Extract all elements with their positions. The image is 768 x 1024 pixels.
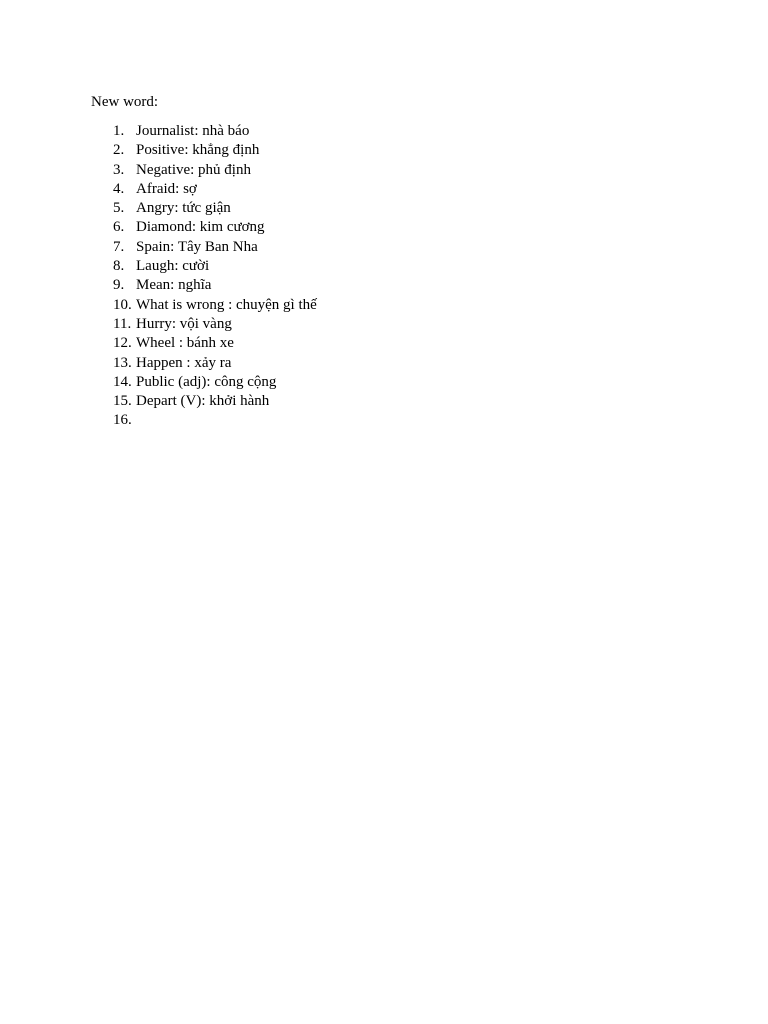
list-item-text: Hurry: vội vàng	[136, 315, 232, 332]
list-item-number: 8.	[113, 258, 125, 275]
list-item-number: 9.	[113, 277, 125, 294]
list-item-text: Afraid: sợ	[136, 180, 197, 197]
document-heading: New word:	[91, 94, 159, 110]
list-item-text: Positive: khẳng định	[136, 142, 260, 159]
list-item-text: Happen : xảy ra	[136, 354, 232, 371]
list-item-text: Depart (V): khởi hành	[136, 393, 270, 410]
list-item-number: 1.	[113, 123, 125, 139]
list-item-text: Laugh: cười	[136, 258, 210, 275]
list-item-text: Public (adj): công cộng	[136, 373, 277, 390]
list-item-number: 7.	[113, 238, 125, 255]
list-item-text: Spain: Tây Ban Nha	[136, 238, 258, 255]
list-item-number: 2.	[113, 142, 125, 159]
list-item-text: Diamond: kim cương	[136, 219, 265, 236]
list-item-number: 3.	[113, 161, 125, 178]
list-item-number: 5.	[113, 200, 125, 217]
list-item-text: Negative: phủ định	[136, 161, 251, 178]
list-item-number: 10.	[113, 296, 132, 313]
list-item-number: 4.	[113, 180, 125, 197]
list-item-text: What is wrong : chuyện gì thế	[136, 296, 317, 313]
list-item-number: 15.	[113, 393, 132, 410]
list-item-number: 13.	[113, 354, 132, 371]
list-item-number: 6.	[113, 219, 125, 236]
list-item-number: 12.	[113, 335, 132, 352]
list-item-number: 11.	[113, 315, 132, 332]
list-item-number: 16.	[113, 412, 132, 429]
list-item-text: Journalist: nhà báo	[136, 123, 250, 139]
list-item-number: 14.	[113, 373, 132, 390]
list-item-text: Mean: nghĩa	[136, 277, 212, 294]
list-item-text: Wheel : bánh xe	[136, 335, 234, 352]
list-item-text: Angry: tức giận	[136, 200, 231, 217]
